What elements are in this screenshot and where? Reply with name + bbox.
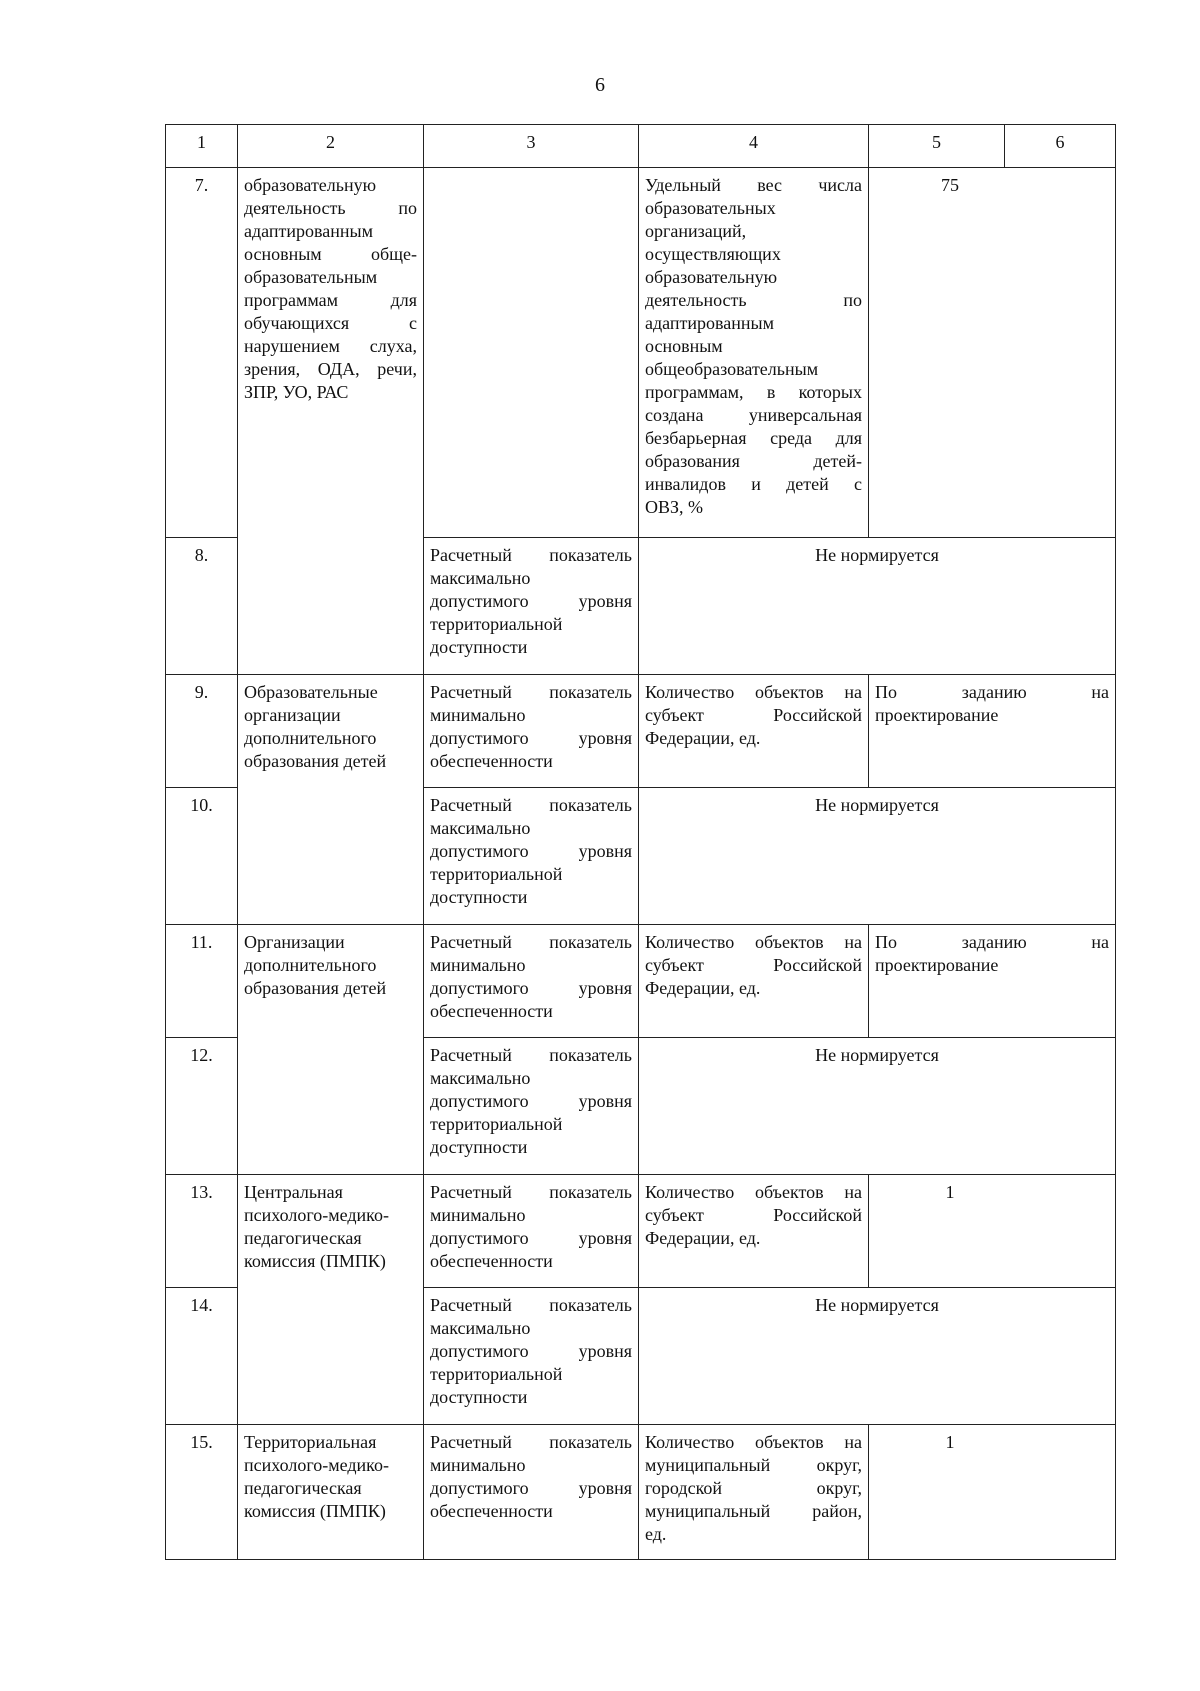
cell-word: числа bbox=[818, 175, 862, 195]
cell-word: показатель bbox=[549, 932, 632, 952]
cell-text-line bbox=[645, 289, 862, 312]
cell-text-line: основным bbox=[645, 336, 723, 356]
cell-text-line: педагогическая bbox=[244, 1228, 362, 1248]
cell-text-line: Федерации, ед. bbox=[645, 728, 761, 748]
indicator-name-cell bbox=[639, 1175, 869, 1288]
cell-word: субъект bbox=[645, 955, 704, 975]
cell-text-line: адаптированным bbox=[645, 313, 775, 333]
cell-text-line bbox=[430, 931, 632, 954]
object-name-cell bbox=[238, 168, 424, 675]
cell-text-line bbox=[645, 1477, 862, 1500]
cell-text-line: Центральная bbox=[244, 1182, 343, 1202]
indicator-type-cell bbox=[424, 1288, 639, 1425]
cell-text-line: доступности bbox=[430, 1137, 528, 1157]
cell-text-line: педагогическая bbox=[244, 1478, 362, 1498]
cell-word: Российской bbox=[773, 705, 862, 725]
cell-text-line: образования детей bbox=[244, 751, 387, 771]
cell-word: на bbox=[1091, 682, 1109, 702]
cell-text-line: обеспеченности bbox=[430, 1501, 553, 1521]
not-normalized-cell bbox=[639, 788, 1116, 925]
cell-word: и bbox=[751, 474, 761, 494]
cell-text-line bbox=[430, 727, 632, 750]
indicator-type-text bbox=[430, 1431, 632, 1523]
cell-word: муниципальный bbox=[645, 1501, 771, 1521]
table-row bbox=[166, 925, 1116, 1038]
cell-word: инвалидов bbox=[645, 474, 726, 494]
cell-text-line: организаций, bbox=[645, 221, 747, 241]
cell-word: для bbox=[835, 428, 862, 448]
cell-text-line bbox=[875, 931, 1109, 954]
header-cell-2: 2 bbox=[238, 125, 424, 168]
cell-text-line: образовательным bbox=[244, 267, 378, 287]
cell-word: основным bbox=[244, 244, 322, 264]
cell-text-line: проектирование bbox=[875, 955, 999, 975]
cell-text-line bbox=[430, 1294, 632, 1317]
not-normalized-text: Не нормируется bbox=[815, 1295, 939, 1315]
cell-text-line bbox=[244, 243, 417, 266]
cell-word: объектов bbox=[754, 682, 824, 702]
cell-word: Расчетный bbox=[430, 1295, 512, 1315]
cell-word: допустимого bbox=[430, 978, 529, 998]
cell-word: по bbox=[398, 198, 417, 218]
cell-word: которых bbox=[798, 382, 862, 402]
header-cell-5: 5 bbox=[869, 125, 1005, 168]
indicator-type-cell bbox=[424, 538, 639, 675]
cell-text-line bbox=[244, 197, 417, 220]
cell-word: вес bbox=[757, 175, 783, 195]
cell-word: уровня bbox=[578, 1091, 632, 1111]
indicator-type-text bbox=[430, 1044, 632, 1159]
cell-word: допустимого bbox=[430, 728, 529, 748]
cell-word: уровня bbox=[578, 591, 632, 611]
cell-text-line: доступности bbox=[430, 637, 528, 657]
object-name-text bbox=[244, 174, 417, 404]
cell-word: допустимого bbox=[430, 1091, 529, 1111]
value-text: 1 bbox=[945, 1182, 955, 1202]
cell-word: Расчетный bbox=[430, 932, 512, 952]
cell-text-line bbox=[645, 1181, 862, 1204]
cell-word: допустимого bbox=[430, 841, 529, 861]
cell-text-line: дополнительного bbox=[244, 728, 377, 748]
cell-word: Российской bbox=[773, 955, 862, 975]
cell-word: объектов bbox=[754, 1182, 824, 1202]
cell-text-line bbox=[645, 1204, 862, 1227]
cell-text-line bbox=[645, 681, 862, 704]
value-text: 1 bbox=[945, 1432, 955, 1452]
cell-text-line bbox=[645, 174, 862, 197]
cell-text-line: максимально bbox=[430, 568, 531, 588]
cell-text-line bbox=[430, 794, 632, 817]
not-normalized-cell bbox=[639, 538, 1116, 675]
cell-word: обучающихся bbox=[244, 313, 350, 333]
cell-text-line bbox=[645, 381, 862, 404]
table-row bbox=[166, 1425, 1116, 1560]
cell-word: показатель bbox=[549, 545, 632, 565]
cell-word: уровня bbox=[578, 1228, 632, 1248]
cell-word: деятельность bbox=[645, 290, 747, 310]
cell-word: универсальная bbox=[748, 405, 862, 425]
not-normalized-cell bbox=[639, 1288, 1116, 1425]
cell-word: округ, bbox=[816, 1455, 862, 1475]
cell-text-line bbox=[430, 1477, 632, 1500]
not-normalized-cell bbox=[639, 1038, 1116, 1175]
cell-word: допустимого bbox=[430, 1478, 529, 1498]
cell-text-line: образовательную bbox=[645, 267, 778, 287]
indicator-name-text bbox=[645, 1431, 862, 1546]
table-row bbox=[166, 675, 1116, 788]
value-cell bbox=[869, 1425, 1116, 1560]
cell-text-line bbox=[244, 289, 417, 312]
row-number: 14. bbox=[166, 1288, 238, 1425]
header-cell-1: 1 bbox=[166, 125, 238, 168]
cell-text-line: минимально bbox=[430, 705, 526, 725]
cell-word: с bbox=[853, 474, 862, 494]
cell-word: среда bbox=[770, 428, 812, 448]
cell-text-line: адаптированным bbox=[244, 221, 374, 241]
cell-text-line: минимально bbox=[430, 955, 526, 975]
header-cell-4: 4 bbox=[639, 125, 869, 168]
object-name-cell bbox=[238, 675, 424, 925]
cell-text-line bbox=[244, 358, 417, 381]
row-number: 9. bbox=[166, 675, 238, 788]
cell-word: детей- bbox=[813, 451, 862, 471]
cell-text-line: Федерации, ед. bbox=[645, 1228, 761, 1248]
cell-text-line bbox=[430, 1227, 632, 1250]
cell-text-line: максимально bbox=[430, 1068, 531, 1088]
value-cell bbox=[869, 168, 1116, 538]
cell-word: субъект bbox=[645, 1205, 704, 1225]
indicator-name-cell bbox=[639, 1425, 869, 1560]
indicator-type-text bbox=[430, 681, 632, 773]
cell-text-line bbox=[645, 1454, 862, 1477]
cell-text-line: Федерации, ед. bbox=[645, 978, 761, 998]
cell-word: заданию bbox=[961, 682, 1027, 702]
object-name-cell bbox=[238, 1175, 424, 1425]
cell-word: с bbox=[409, 313, 417, 333]
cell-text-line: осуществляющих bbox=[645, 244, 781, 264]
cell-word: речи, bbox=[377, 359, 417, 379]
cell-word: Расчетный bbox=[430, 1182, 512, 1202]
cell-word: уровня bbox=[578, 841, 632, 861]
cell-word: По bbox=[875, 932, 897, 952]
cell-text-line bbox=[244, 312, 417, 335]
header-cell-3: 3 bbox=[424, 125, 639, 168]
cell-word: зрения, bbox=[244, 359, 301, 379]
cell-text-line bbox=[430, 1090, 632, 1113]
not-normalized-text: Не нормируется bbox=[815, 795, 939, 815]
cell-text-line: ЗПР, УО, РАС bbox=[244, 382, 349, 402]
cell-text-line: доступности bbox=[430, 1387, 528, 1407]
cell-word: Количество bbox=[645, 1182, 735, 1202]
cell-text-line: Территориальная bbox=[244, 1432, 377, 1452]
cell-word: Количество bbox=[645, 682, 735, 702]
indicator-type-text bbox=[430, 1181, 632, 1273]
cell-word: допустимого bbox=[430, 1341, 529, 1361]
cell-text-line: ед. bbox=[645, 1524, 667, 1544]
indicator-type-text bbox=[430, 1294, 632, 1409]
cell-text-line: доступности bbox=[430, 887, 528, 907]
object-name-cell bbox=[238, 925, 424, 1175]
cell-text-line: комиссия (ПМПК) bbox=[244, 1251, 386, 1271]
cell-text-line: территориальной bbox=[430, 1364, 563, 1384]
cell-text-line bbox=[430, 544, 632, 567]
value-cell bbox=[869, 675, 1116, 788]
cell-word: программам bbox=[244, 290, 339, 310]
cell-text-line: обеспеченности bbox=[430, 751, 553, 771]
cell-word: Расчетный bbox=[430, 1045, 512, 1065]
indicator-name-cell bbox=[639, 675, 869, 788]
cell-word: Количество bbox=[645, 932, 735, 952]
table-row bbox=[166, 1175, 1116, 1288]
cell-word: нарушением bbox=[244, 336, 340, 356]
indicator-type-cell bbox=[424, 788, 639, 925]
cell-text-line bbox=[430, 840, 632, 863]
cell-word: детей bbox=[786, 474, 829, 494]
cell-word: слуха, bbox=[369, 336, 417, 356]
cell-word: уровня bbox=[578, 728, 632, 748]
object-name-text bbox=[244, 1181, 417, 1273]
cell-text-line: максимально bbox=[430, 818, 531, 838]
indicator-name-cell bbox=[639, 168, 869, 538]
object-name-text bbox=[244, 931, 417, 1000]
cell-word: на bbox=[844, 1432, 862, 1452]
cell-text-line bbox=[645, 954, 862, 977]
cell-word: на bbox=[844, 1182, 862, 1202]
value-text bbox=[875, 681, 1109, 727]
cell-text-line bbox=[430, 1181, 632, 1204]
indicator-type-cell bbox=[424, 168, 639, 538]
cell-text-line: образовательных bbox=[645, 198, 776, 218]
cell-word: в bbox=[766, 382, 776, 402]
cell-word: показатель bbox=[549, 1182, 632, 1202]
indicator-type-text bbox=[430, 931, 632, 1023]
indicator-type-cell bbox=[424, 1038, 639, 1175]
table-row bbox=[166, 168, 1116, 538]
row-number: 12. bbox=[166, 1038, 238, 1175]
indicator-type-cell bbox=[424, 675, 639, 788]
cell-word: программам, bbox=[645, 382, 744, 402]
value-cell bbox=[869, 1175, 1116, 1288]
cell-text-line: обеспеченности bbox=[430, 1001, 553, 1021]
cell-word: показатель bbox=[549, 795, 632, 815]
cell-text-line: психолого-медико- bbox=[244, 1205, 390, 1225]
cell-text-line: психолого-медико- bbox=[244, 1455, 390, 1475]
header-cell-6: 6 bbox=[1005, 125, 1116, 168]
cell-text-line bbox=[645, 404, 862, 427]
cell-text-line bbox=[645, 704, 862, 727]
cell-text-line bbox=[430, 1431, 632, 1454]
cell-word: создана bbox=[645, 405, 704, 425]
cell-word: округ, bbox=[816, 1478, 862, 1498]
cell-text-line: дополнительного bbox=[244, 955, 377, 975]
indicator-type-cell bbox=[424, 1175, 639, 1288]
cell-word: заданию bbox=[961, 932, 1027, 952]
object-name-text bbox=[244, 1431, 417, 1523]
cell-word: городской bbox=[645, 1478, 723, 1498]
cell-word: район, bbox=[812, 1501, 862, 1521]
cell-text-line bbox=[430, 590, 632, 613]
object-name-text bbox=[244, 681, 417, 773]
cell-word: муниципальный bbox=[645, 1455, 771, 1475]
cell-text-line: организации bbox=[244, 705, 341, 725]
cell-word: уровня bbox=[578, 978, 632, 998]
cell-word: образования bbox=[645, 451, 740, 471]
indicator-type-cell bbox=[424, 925, 639, 1038]
cell-word: на bbox=[844, 932, 862, 952]
indicator-type-text bbox=[430, 544, 632, 659]
page-number: 6 bbox=[595, 74, 605, 96]
cell-text-line: ОВЗ, % bbox=[645, 497, 704, 517]
cell-text-line: Организации bbox=[244, 932, 345, 952]
row-number: 7. bbox=[166, 168, 238, 538]
cell-text-line bbox=[645, 473, 862, 496]
cell-word: допустимого bbox=[430, 591, 529, 611]
row-number: 10. bbox=[166, 788, 238, 925]
header-row bbox=[166, 125, 1116, 168]
cell-text-line: комиссия (ПМПК) bbox=[244, 1501, 386, 1521]
row-number: 11. bbox=[166, 925, 238, 1038]
cell-text-line bbox=[645, 1500, 862, 1523]
cell-text-line bbox=[645, 1431, 862, 1454]
cell-text-line bbox=[244, 335, 417, 358]
cell-word: допустимого bbox=[430, 1228, 529, 1248]
value-cell bbox=[869, 925, 1116, 1038]
cell-text-line: Образовательные bbox=[244, 682, 378, 702]
cell-word: уровня bbox=[578, 1341, 632, 1361]
cell-word: Количество bbox=[645, 1432, 735, 1452]
indicator-type-text bbox=[430, 794, 632, 909]
cell-text-line bbox=[430, 1340, 632, 1363]
value-text: 75 bbox=[941, 175, 959, 195]
cell-word: уровня bbox=[578, 1478, 632, 1498]
cell-text-line: минимально bbox=[430, 1205, 526, 1225]
cell-text-line: общеобразовательным bbox=[645, 359, 819, 379]
cell-text-line bbox=[430, 681, 632, 704]
indicator-type-cell bbox=[424, 1425, 639, 1560]
cell-text-line bbox=[645, 931, 862, 954]
cell-word: Расчетный bbox=[430, 682, 512, 702]
cell-word: для bbox=[390, 290, 417, 310]
indicator-table bbox=[165, 124, 1116, 1560]
cell-text-line: территориальной bbox=[430, 1114, 563, 1134]
not-normalized-text: Не нормируется bbox=[815, 545, 939, 565]
cell-word: безбарьерная bbox=[645, 428, 747, 448]
cell-text-line: обеспеченности bbox=[430, 1251, 553, 1271]
cell-word: Расчетный bbox=[430, 1432, 512, 1452]
cell-text-line: территориальной bbox=[430, 614, 563, 634]
object-name-cell bbox=[238, 1425, 424, 1560]
cell-word: Расчетный bbox=[430, 545, 512, 565]
cell-word: По bbox=[875, 682, 897, 702]
cell-word: субъект bbox=[645, 705, 704, 725]
cell-word: объектов bbox=[754, 1432, 824, 1452]
cell-text-line: образования детей bbox=[244, 978, 387, 998]
cell-text-line bbox=[430, 977, 632, 1000]
indicator-name-cell bbox=[639, 925, 869, 1038]
cell-text-line: образовательную bbox=[244, 175, 377, 195]
indicator-name-text bbox=[645, 931, 862, 1000]
cell-word: объектов bbox=[754, 932, 824, 952]
cell-word: показатель bbox=[549, 1045, 632, 1065]
cell-word: обще- bbox=[370, 244, 417, 264]
row-number: 15. bbox=[166, 1425, 238, 1560]
cell-word: деятельность bbox=[244, 198, 346, 218]
cell-word: ОДА, bbox=[317, 359, 360, 379]
cell-text-line: минимально bbox=[430, 1455, 526, 1475]
cell-word: Расчетный bbox=[430, 795, 512, 815]
cell-text-line: территориальной bbox=[430, 864, 563, 884]
cell-text-line bbox=[430, 1044, 632, 1067]
cell-word: Российской bbox=[773, 1205, 862, 1225]
cell-word: показатель bbox=[549, 1295, 632, 1315]
indicator-name-text bbox=[645, 1181, 862, 1250]
cell-word: по bbox=[843, 290, 862, 310]
cell-text-line bbox=[645, 427, 862, 450]
cell-text-line bbox=[875, 681, 1109, 704]
row-number: 8. bbox=[166, 538, 238, 675]
cell-text-line bbox=[645, 450, 862, 473]
value-text bbox=[875, 931, 1109, 977]
indicator-name-text bbox=[645, 681, 862, 750]
cell-word: Удельный bbox=[645, 175, 721, 195]
cell-text-line: проектирование bbox=[875, 705, 999, 725]
cell-word: на bbox=[844, 682, 862, 702]
indicator-name-text bbox=[645, 174, 862, 519]
not-normalized-text: Не нормируется bbox=[815, 1045, 939, 1065]
cell-text-line: максимально bbox=[430, 1318, 531, 1338]
row-number: 13. bbox=[166, 1175, 238, 1288]
cell-word: показатель bbox=[549, 1432, 632, 1452]
cell-word: показатель bbox=[549, 682, 632, 702]
cell-word: на bbox=[1091, 932, 1109, 952]
